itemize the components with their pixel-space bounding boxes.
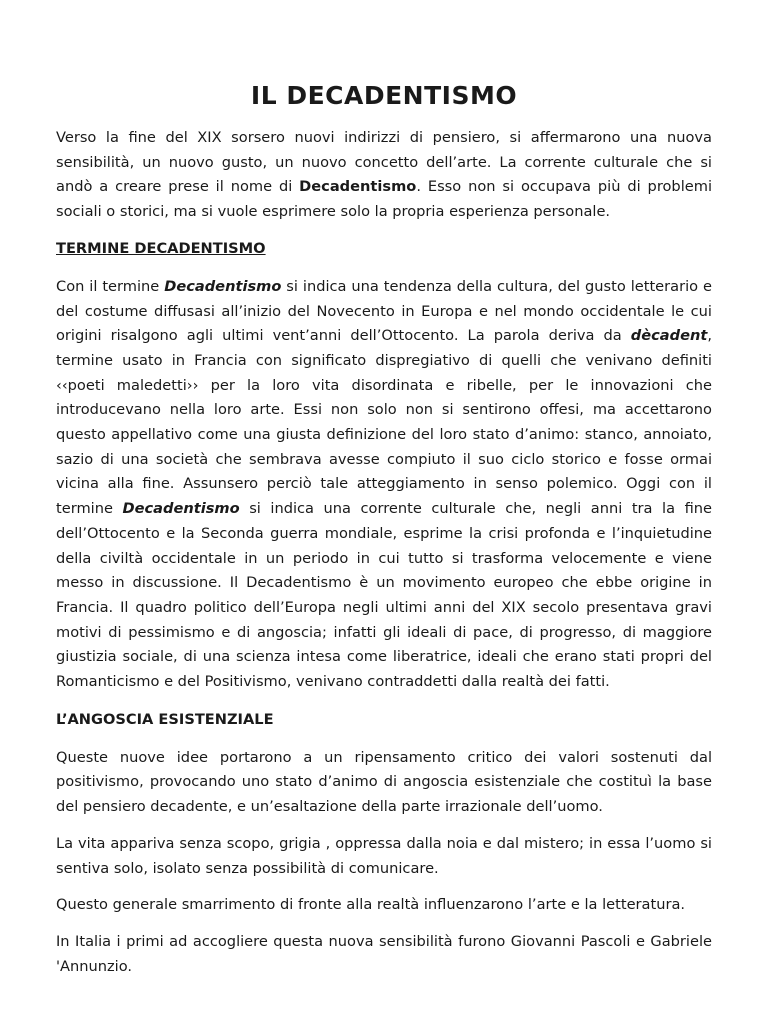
intro-text-1: Verso la fine del XIX sorsero nuovi indirizzi di pensiero, si affermarono una nuova sensibilità, un nuovo gusto, un nuovo concetto dell’arte. La corrente culturale che si andò a creare prese il nome di [56,129,712,196]
intro-paragraph [56,126,712,225]
termine-text-3: , termine usato in Francia con significato dispregiativo di quelli che venivano definiti ‹‹poeti maledetti›› per la loro vita disordinata e ribelle, per le innovazioni che introducevano nella loro arte. Essi non solo non si sentirono offesi, ma accettarono questo appellativo come una giusta definizione del loro stato d’animo: stanco, annoiato, sazio di una società che sembrava avesse compiuto il suo ciclo storico e fosse ormai vicina alla fine. Assunsero perciò tale atteggiamento in senso polemico. Oggi con il termine [56,327,712,518]
intro-term: Decadentismo [299,178,417,196]
termine-text-1: Con il termine [56,277,165,295]
angoscia-paragraph-1: Queste nuove idee portarono a un ripensamento critico dei valori sostenuti dal positivismo, provocando uno stato d’animo di angoscia esistenziale che costituì la base del pensiero decadente, e un’esaltazione della parte irrazionale dell’uomo. [56,748,712,816]
angoscia-paragraph-3: Questo generale smarrimento di fronte alla realtà influenzarono l’arte e la letteratura. [56,896,686,914]
document-title: IL DECADENTISMO [250,81,518,110]
intro-text-2: . Esso non si occupava più di problemi sociali o storici, ma si vuole esprimere solo la propria esperienza personale. [56,178,712,221]
section-heading-termine: TERMINE DECADENTISMO [56,239,266,257]
section-heading-angoscia: L’ANGOSCIA ESISTENZIALE [56,710,274,728]
angoscia-paragraph-4: In Italia i primi ad accogliere questa nuova sensibilità furono Giovanni Pascoli e Gabriele 'Annunzio. [56,932,712,975]
termine-bold-1: Decadentismo [164,277,282,295]
termine-bold-2: dècadent [630,327,708,345]
termine-text-2: si indica una tendenza della cultura, del gusto letterario e del costume diffusasi all’inizio del Novecento in Europa e nel mondo occidentale le cui origini risalgono agli ultimi vent’anni dell’Ottocento. La parola deriva da [56,277,712,345]
angoscia-paragraph-2: La vita appariva senza scopo, grigia , oppressa dalla noia e dal mistero; in essa l’uomo si sentiva solo, isolato senza possibilità di comunicare. [56,834,712,877]
termine-paragraph [56,275,712,695]
termine-text-4: si indica una corrente culturale che, negli anni tra la fine dell’Ottocento e la Seconda guerra mondiale, esprime la crisi profonda e l’inquietudine della civiltà occidentale in un periodo in cui tutto si trasforma velocemente e viene messo in discussione. Il Decadentismo è un movimento europeo che ebbe origine in Francia. Il quadro politico dell’Europa negli ultimi anni del XIX secolo presentava gravi motivi di pessimismo e di angoscia; infatti gli ideali di pace, di progresso, di maggiore giustizia sociale, di una scienza intesa come liberatrice, ideali che erano stati propri del Romanticismo e del Positivismo, venivano contraddetti dalla realtà dei fatti. [56,500,712,691]
termine-bold-3: Decadentismo [122,500,240,518]
